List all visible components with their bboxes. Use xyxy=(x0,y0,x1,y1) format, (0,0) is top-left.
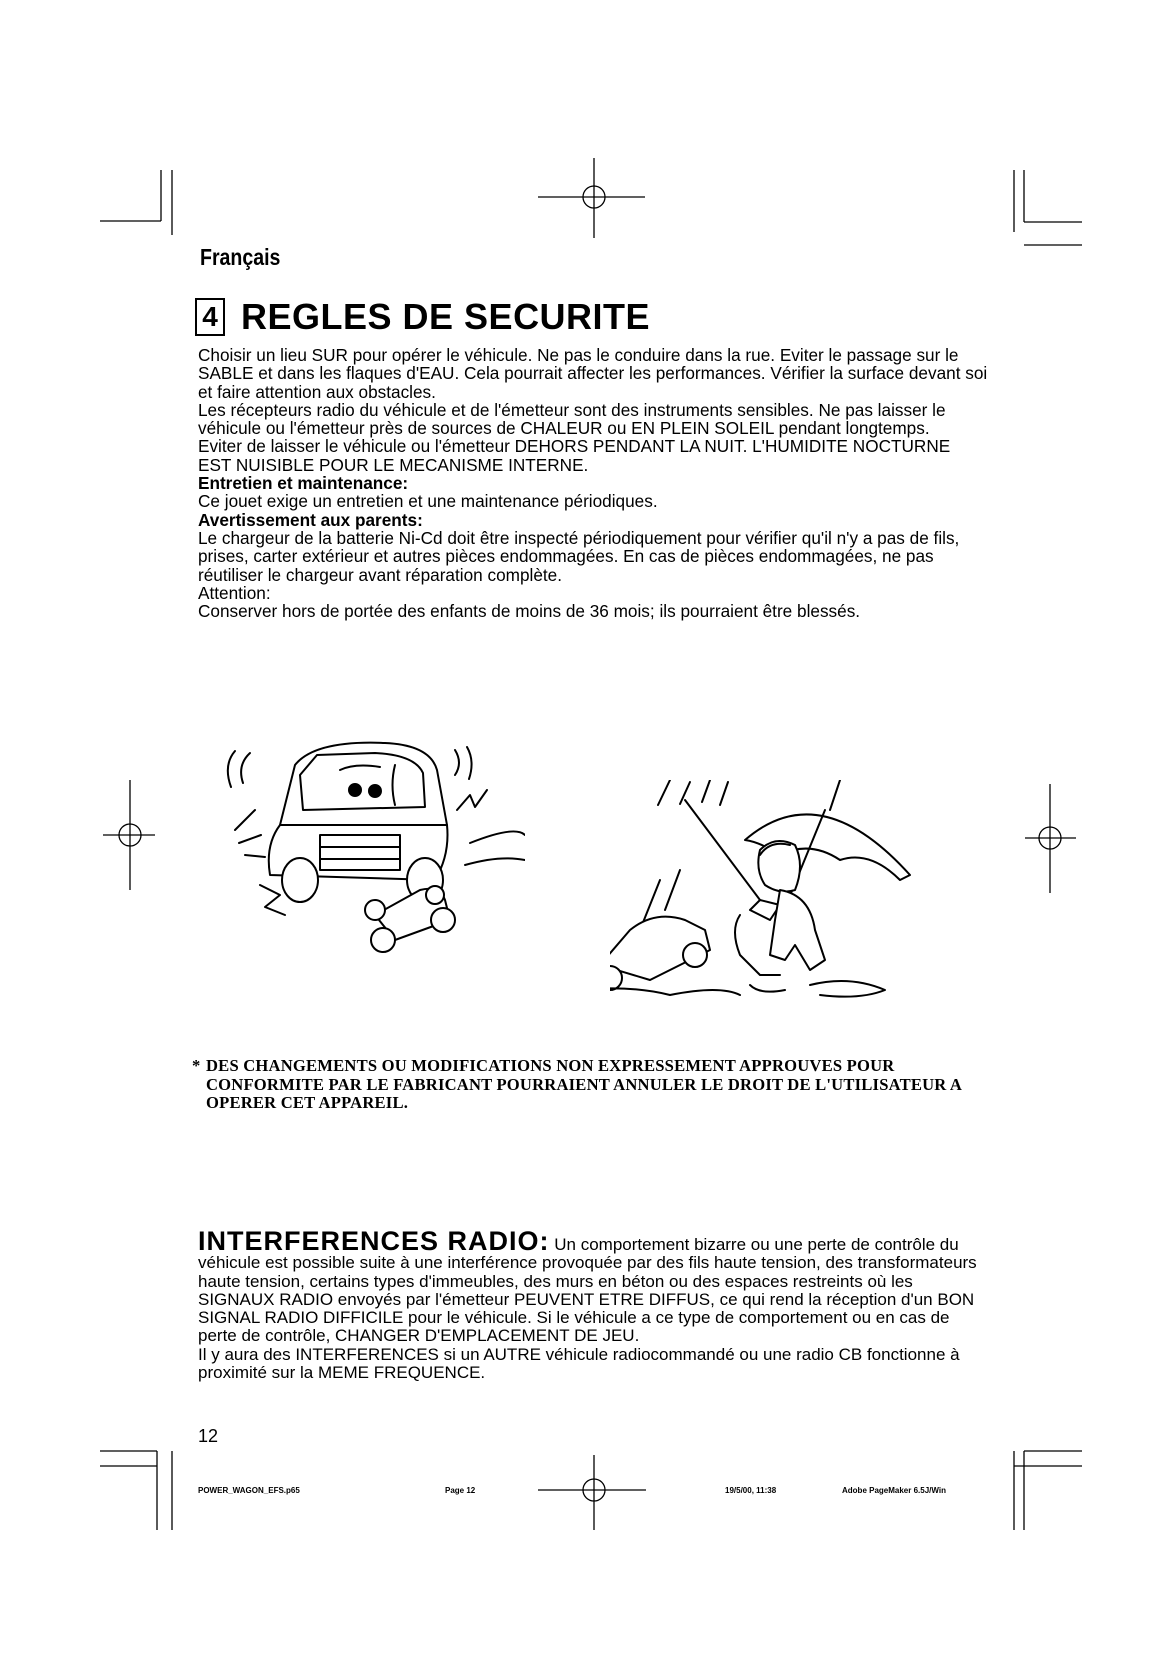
paragraph-receivers: Les récepteurs radio du véhicule et de l'émetteur sont des instruments sensibles. Ne pas laisser le véhicule ou l'émetteur près de sources de CHALEUR ou EN PLEIN SOLEIL pendant longtemps. xyxy=(198,399,946,439)
section-heading xyxy=(195,296,650,338)
notice-text: DES CHANGEMENTS OU MODIFICATIONS NON EXPRESSEMENT APPROUVES POUR CONFORMITE PAR LE FABRICANT POURRAIENT ANNULER LE DROIT DE L'UTILISATEUR A OPERER CET APPAREIL. xyxy=(206,1056,962,1112)
footer-file: POWER_WAGON_EFS.p65 xyxy=(198,1486,300,1495)
footer-date: 19/5/00, 11:38 xyxy=(725,1486,777,1495)
fcc-notice xyxy=(192,1057,992,1113)
section-number: 4 xyxy=(195,298,225,336)
attention-text: Conserver hors de portée des enfants de moins de 36 mois; ils pourraient être blessés. xyxy=(198,601,861,622)
paragraph-surface: Choisir un lieu SUR pour opérer le véhicule. Ne pas le conduire dans la rue. Eviter le passage sur le SABLE et dans les flaques d'EAU. Cela pourrait affecter les performances. Vérifier la surface devant soi et faire attention aux obstacles. xyxy=(198,345,988,402)
radio-text: Un comportement bizarre ou une perte de contrôle du véhicule est possible suite à une interférence provoquée par des fils haute tension, des transformateurs haute tension, certains types d'immeubles, des murs en béton ou des espaces restreints où les SIGNAUX RADIO envoyés par l'émetteur PEUVENT ETRE DIFFUS, ce qui rend la réception d'un BON SIGNAL RADIO DIFFICILE pour le véhicule. Si le véhicule a ce type de comportement ou en cas de perte de contrôle, CHANGER D'EMPLACEMENT DE JEU. xyxy=(198,1235,977,1346)
language-label: Français xyxy=(200,244,281,270)
page-number: 12 xyxy=(198,1426,219,1446)
attention-heading: Attention: xyxy=(198,582,271,603)
safety-rules-text xyxy=(198,346,988,620)
radio-text-2: Il y aura des INTERFERENCES si un AUTRE véhicule radiocommandé ou une radio CB fonctionne à proximité sur la MEME FREQUENCE. xyxy=(198,1344,960,1383)
paragraph-night: Eviter de laisser le véhicule ou l'émetteur DEHORS PENDANT LA NUIT. L'HUMIDITE NOCTURNE EST NUISIBLE POUR LE MECANISME INTERNE. xyxy=(198,436,951,475)
parents-text: Le chargeur de la batterie Ni-Cd doit être inspecté périodiquement pour vérifier qu'il n'y a pas de fils, prises, carter extérieur et autres pièces endommagées. En cas de pièces endommagées, ne pas réutiliser le chargeur avant réparation complète. xyxy=(198,527,960,585)
footer-page: Page 12 xyxy=(445,1486,476,1495)
rain-umbrella-illustration xyxy=(610,780,940,1030)
radio-heading: INTERFERENCES RADIO: xyxy=(198,1226,550,1256)
maintenance-text: Ce jouet exige un entretien et une maintenance périodiques. xyxy=(198,491,658,512)
footer-app: Adobe PageMaker 6.5J/Win xyxy=(842,1486,946,1495)
radio-interference-section xyxy=(198,1226,990,1383)
parents-heading: Avertissement aux parents: xyxy=(198,509,423,530)
car-illustration xyxy=(225,735,525,975)
notice-bullet: * xyxy=(192,1056,201,1075)
section-title: REGLES DE SECURITE xyxy=(241,296,651,337)
maintenance-heading: Entretien et maintenance: xyxy=(198,473,409,494)
